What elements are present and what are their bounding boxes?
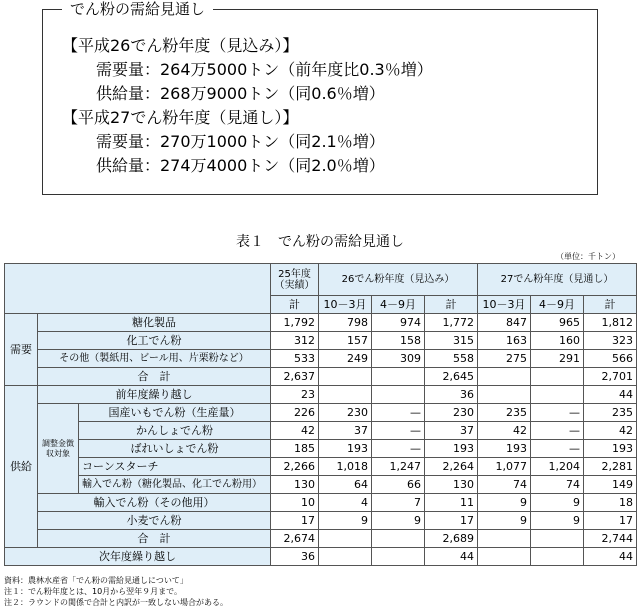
table-cell bbox=[531, 530, 584, 548]
table-cell: 2,701 bbox=[584, 368, 637, 386]
table-cell: 42 bbox=[271, 422, 319, 440]
table-cell: 315 bbox=[425, 332, 478, 350]
table-cell: 847 bbox=[478, 314, 531, 332]
table-cell: 158 bbox=[372, 332, 425, 350]
row-label-saccharified: 糖化製品 bbox=[38, 314, 271, 332]
table-cell bbox=[372, 386, 425, 404]
table-cell: 18 bbox=[584, 494, 637, 512]
row-label-domestic-potato: 国産いもでん粉（生産量） bbox=[79, 404, 271, 422]
table-cell: 1,772 bbox=[425, 314, 478, 332]
summary-heading-fy26: 【平成26でん粉年度（見込み）】 bbox=[62, 36, 299, 55]
table-cell: 130 bbox=[425, 476, 478, 494]
table-cell: 1,247 bbox=[372, 458, 425, 476]
table-cell: 4 bbox=[319, 494, 372, 512]
table-cell: 558 bbox=[425, 350, 478, 368]
table-cell: 160 bbox=[531, 332, 584, 350]
table-cell: 2,264 bbox=[425, 458, 478, 476]
row-label-supply-total: 合 計 bbox=[38, 530, 271, 548]
table-cell: 566 bbox=[584, 350, 637, 368]
table-cell: 1,812 bbox=[584, 314, 637, 332]
row-label-wheat-starch: 小麦でん粉 bbox=[38, 512, 271, 530]
table-cell: 42 bbox=[584, 422, 637, 440]
table-cell bbox=[531, 548, 584, 566]
table-cell: 36 bbox=[271, 548, 319, 566]
table-cell: 965 bbox=[531, 314, 584, 332]
table-cell: 9 bbox=[372, 512, 425, 530]
table-cell bbox=[478, 548, 531, 566]
table-cell: 64 bbox=[319, 476, 372, 494]
table-cell: 193 bbox=[584, 440, 637, 458]
table-cell bbox=[372, 368, 425, 386]
table-cell: 235 bbox=[584, 404, 637, 422]
header-fy27-apr-sep: 4－9月 bbox=[531, 296, 584, 314]
table-cell: 323 bbox=[584, 332, 637, 350]
table-cell: — bbox=[531, 422, 584, 440]
footnotes bbox=[4, 575, 228, 608]
summary-supply-fy26: 供給量：268万9000トン（同0.6％増） bbox=[96, 84, 385, 103]
table-cell: 1,077 bbox=[478, 458, 531, 476]
table-cell: 2,674 bbox=[271, 530, 319, 548]
table-cell: 1,204 bbox=[531, 458, 584, 476]
table-cell: 10 bbox=[271, 494, 319, 512]
row-label-other-uses: その他（製紙用、ビール用、片栗粉など） bbox=[38, 350, 271, 368]
table-cell: 2,266 bbox=[271, 458, 319, 476]
table-cell: 44 bbox=[584, 386, 637, 404]
table-cell: 309 bbox=[372, 350, 425, 368]
table-cell: 74 bbox=[478, 476, 531, 494]
table-cell: 42 bbox=[478, 422, 531, 440]
table-cell: 193 bbox=[319, 440, 372, 458]
table-cell: 798 bbox=[319, 314, 372, 332]
source-note: 資料：農林水産省「でん粉の需給見通しについて」 bbox=[4, 576, 188, 585]
table-cell: 2,689 bbox=[425, 530, 478, 548]
table-cell: 9 bbox=[478, 494, 531, 512]
row-label-demand-total: 合 計 bbox=[38, 368, 271, 386]
table-cell: — bbox=[372, 422, 425, 440]
row-label-carryover: 前年度繰り越し bbox=[38, 386, 271, 404]
table-cell: 974 bbox=[372, 314, 425, 332]
table-cell: 130 bbox=[271, 476, 319, 494]
demand-label: 需要 bbox=[5, 314, 38, 386]
header-fy27: 27でん粉年度（見通し） bbox=[478, 264, 637, 296]
table-cell: 235 bbox=[478, 404, 531, 422]
header-fy26-oct-mar: 10－3月 bbox=[319, 296, 372, 314]
table-cell: 2,645 bbox=[425, 368, 478, 386]
table-cell: 66 bbox=[372, 476, 425, 494]
unit-label: （単位：千トン） bbox=[556, 252, 620, 261]
table-cell: — bbox=[531, 404, 584, 422]
row-label-next-carryover: 次年度繰り越し bbox=[5, 548, 271, 566]
table-cell: 74 bbox=[531, 476, 584, 494]
table-cell: 163 bbox=[478, 332, 531, 350]
table-title: 表１ でん粉の需給見通し bbox=[236, 234, 404, 250]
header-fy27-oct-mar: 10－3月 bbox=[478, 296, 531, 314]
table-cell: 7 bbox=[372, 494, 425, 512]
header-fy25: 25年度（実績） bbox=[271, 264, 319, 296]
table-cell: — bbox=[372, 404, 425, 422]
header-fy26: 26でん粉年度（見込み） bbox=[319, 264, 478, 296]
table-cell: 36 bbox=[425, 386, 478, 404]
header-blank bbox=[5, 264, 271, 314]
table-cell bbox=[531, 386, 584, 404]
adjust-levy-label: 調整金徴収対象 bbox=[38, 404, 79, 494]
table-cell bbox=[319, 368, 372, 386]
table-cell bbox=[372, 548, 425, 566]
table-cell: 275 bbox=[478, 350, 531, 368]
table-cell bbox=[478, 530, 531, 548]
row-label-imported-for-processing: 輸入でん粉（糖化製品、化工でん粉用） bbox=[79, 476, 271, 494]
table-cell: 193 bbox=[478, 440, 531, 458]
table-cell: 312 bbox=[271, 332, 319, 350]
table-cell: 44 bbox=[584, 548, 637, 566]
table-cell: 249 bbox=[319, 350, 372, 368]
note-2: 注２：ラウンドの関係で合計と内訳が一致しない場合がある。 bbox=[4, 598, 228, 607]
table-cell: 17 bbox=[425, 512, 478, 530]
header-fy25-total: 計 bbox=[271, 296, 319, 314]
table-cell: 226 bbox=[271, 404, 319, 422]
table-cell: 9 bbox=[531, 512, 584, 530]
summary-supply-fy27: 供給量：274万4000トン（同2.0％増） bbox=[96, 156, 385, 175]
header-fy26-apr-sep: 4－9月 bbox=[372, 296, 425, 314]
table-cell bbox=[531, 368, 584, 386]
supply-demand-table bbox=[4, 263, 637, 566]
table-cell bbox=[478, 368, 531, 386]
table-cell bbox=[319, 548, 372, 566]
table-cell: 1,018 bbox=[319, 458, 372, 476]
table-cell: 230 bbox=[319, 404, 372, 422]
table-cell: 17 bbox=[584, 512, 637, 530]
table-cell bbox=[478, 386, 531, 404]
table-cell: 2,281 bbox=[584, 458, 637, 476]
table-cell: 185 bbox=[271, 440, 319, 458]
table-cell: 193 bbox=[425, 440, 478, 458]
table-cell: 37 bbox=[425, 422, 478, 440]
header-fy27-total: 計 bbox=[584, 296, 637, 314]
note-1: 注１：でん粉年度とは、10月から翌年９月まで。 bbox=[4, 587, 183, 596]
row-label-modified-starch: 化工でん粉 bbox=[38, 332, 271, 350]
summary-heading-fy27: 【平成27でん粉年度（見通し）】 bbox=[62, 108, 299, 127]
table-cell: 291 bbox=[531, 350, 584, 368]
table-cell bbox=[319, 530, 372, 548]
summary-demand-fy26: 需要量：264万5000トン（前年度比0.3％増） bbox=[96, 60, 433, 79]
table-cell: 1,792 bbox=[271, 314, 319, 332]
table-cell: 23 bbox=[271, 386, 319, 404]
table-cell: 157 bbox=[319, 332, 372, 350]
header-fy26-total: 計 bbox=[425, 296, 478, 314]
table-cell: 9 bbox=[478, 512, 531, 530]
table-cell: 9 bbox=[531, 494, 584, 512]
table-cell: 2,744 bbox=[584, 530, 637, 548]
table-cell: 2,637 bbox=[271, 368, 319, 386]
row-label-imported-other: 輸入でん粉（その他用） bbox=[38, 494, 271, 512]
table-cell: 230 bbox=[425, 404, 478, 422]
table-cell: 17 bbox=[271, 512, 319, 530]
table-cell: 44 bbox=[425, 548, 478, 566]
table-cell bbox=[372, 530, 425, 548]
supply-label: 供給 bbox=[5, 386, 38, 548]
table-cell: 149 bbox=[584, 476, 637, 494]
table-cell: — bbox=[531, 440, 584, 458]
table-cell bbox=[319, 386, 372, 404]
table-cell: 533 bbox=[271, 350, 319, 368]
table-cell: 37 bbox=[319, 422, 372, 440]
row-label-sweet-potato: かんしょでん粉 bbox=[79, 422, 271, 440]
table-cell: — bbox=[372, 440, 425, 458]
table-cell: 9 bbox=[319, 512, 372, 530]
table-cell: 11 bbox=[425, 494, 478, 512]
row-label-cornstarch: コーンスターチ bbox=[79, 458, 271, 476]
summary-title: でん粉の需給見通し bbox=[62, 0, 213, 18]
row-label-white-potato: ばれいしょでん粉 bbox=[79, 440, 271, 458]
summary-demand-fy27: 需要量：270万1000トン（同2.1％増） bbox=[96, 132, 385, 151]
